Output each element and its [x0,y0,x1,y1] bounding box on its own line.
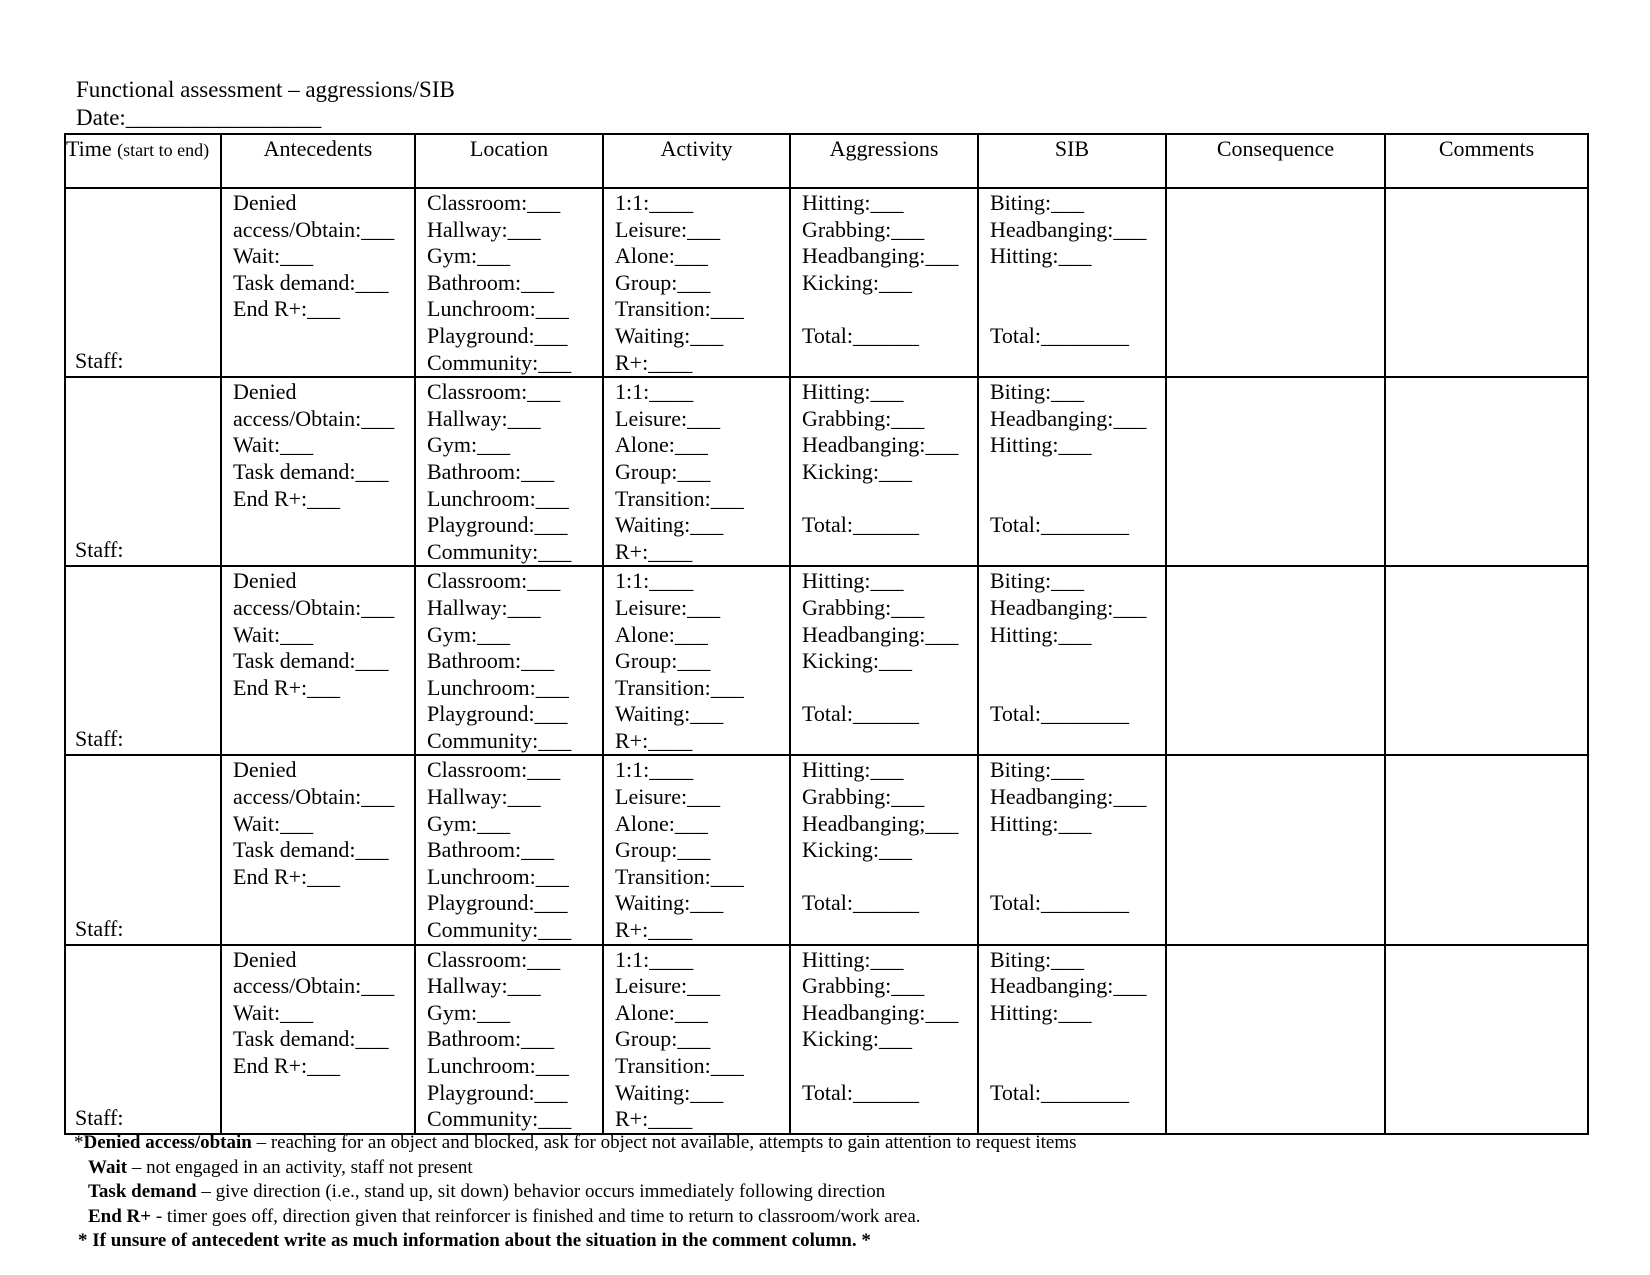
header-antecedents: Antecedents [221,134,415,188]
consequence-text [1167,378,1384,379]
header-activity: Activity [603,134,790,188]
sib-cell[interactable] [978,755,1166,944]
comments-text [1386,946,1587,947]
time-cell[interactable] [65,945,221,1134]
table-row [65,566,1588,755]
sib-cell[interactable] [978,188,1166,377]
aggressions-cell[interactable] [790,377,978,566]
activity-cell[interactable] [603,945,790,1134]
time-cell[interactable] [65,377,221,566]
location-text: Classroom:___ Hallway:___ Gym:___ Bathroom:___ Lunchroom:___ Playground:___ Community:___ [427,757,572,943]
antecedents-text: Denied access/Obtain:___ Wait:___ Task demand:___ End R+:___ [233,379,395,511]
antecedents-text: Denied access/Obtain:___ Wait:___ Task demand:___ End R+:___ [233,757,395,889]
location-cell[interactable] [415,945,603,1134]
activity-text: 1:1:____ Leisure:___ Alone:___ Group:___ Transition:___ Waiting:___ R+:____ [615,946,744,1132]
time-cell[interactable] [65,566,221,755]
aggressions-text: Hitting:___ Grabbing:___ Headbanging:___ Kicking:___ Total:______ [802,946,959,1105]
activity-text: 1:1:____ Leisure:___ Alone:___ Group:___ Transition:___ Waiting:___ R+:____ [615,757,744,943]
table-row [65,755,1588,944]
activity-text: 1:1:____ Leisure:___ Alone:___ Group:___ Transition:___ Waiting:___ R+:____ [615,190,744,375]
location-text: Classroom:___ Hallway:___ Gym:___ Bathroom:___ Lunchroom:___ Playground:___ Community:___ [427,946,572,1132]
comments-text [1386,567,1587,568]
sib-text: Biting:___ Headbanging:___ Hitting:___ Total:________ [990,757,1147,916]
antecedents-cell[interactable] [221,188,415,377]
location-cell[interactable] [415,566,603,755]
table-row [65,377,1588,566]
consequence-cell[interactable] [1166,188,1385,377]
location-text: Classroom:___ Hallway:___ Gym:___ Bathroom:___ Lunchroom:___ Playground:___ Community:___ [427,379,572,564]
header-row [65,134,1588,188]
activity-text: 1:1:____ Leisure:___ Alone:___ Group:___ Transition:___ Waiting:___ R+:____ [615,568,744,753]
note-wait: Wait – not engaged in an activity, staff not present [88,1156,473,1178]
table-row [65,188,1588,377]
consequence-text [1167,946,1384,947]
aggressions-cell[interactable] [790,188,978,377]
comments-cell[interactable] [1385,945,1588,1134]
sib-text: Biting:___ Headbanging:___ Hitting:___ Total:________ [990,946,1147,1105]
header-consequence: Consequence [1166,134,1385,188]
location-cell[interactable] [415,377,603,566]
location-text: Classroom:___ Hallway:___ Gym:___ Bathroom:___ Lunchroom:___ Playground:___ Community:___ [427,568,572,753]
activity-cell[interactable] [603,566,790,755]
consequence-cell[interactable] [1166,755,1385,944]
antecedents-text: Denied access/Obtain:___ Wait:___ Task demand:___ End R+:___ [233,568,395,700]
header-sib: SIB [978,134,1166,188]
activity-cell[interactable] [603,377,790,566]
header-time: Time (start to end) [65,134,221,188]
consequence-text [1167,189,1384,190]
sib-cell[interactable] [978,945,1166,1134]
consequence-cell[interactable] [1166,377,1385,566]
comments-cell[interactable] [1385,566,1588,755]
aggressions-text: Hitting:___ Grabbing:___ Headbanging:___ Kicking:___ Total:______ [802,379,959,538]
comments-text [1386,378,1587,379]
form-title: Functional assessment – aggressions/SIB [76,77,455,102]
consequence-cell[interactable] [1166,945,1385,1134]
staff-label: Staff: [75,915,124,941]
aggressions-text: Hitting:___ Grabbing:___ Headbanging:___ Kicking:___ Total:______ [802,568,959,727]
aggressions-cell[interactable] [790,945,978,1134]
sib-cell[interactable] [978,566,1166,755]
activity-text: 1:1:____ Leisure:___ Alone:___ Group:___ Transition:___ Waiting:___ R+:____ [615,379,744,564]
comments-cell[interactable] [1385,377,1588,566]
sib-text: Biting:___ Headbanging:___ Hitting:___ Total:________ [990,379,1147,538]
header-aggressions: Aggressions [790,134,978,188]
aggressions-text: Hitting:___ Grabbing:___ Headbanging;___ Kicking:___ Total:______ [802,757,959,916]
table-row [65,945,1588,1134]
activity-cell[interactable] [603,755,790,944]
staff-label: Staff: [75,1104,124,1130]
comments-text [1386,189,1587,190]
aggressions-text: Hitting:___ Grabbing:___ Headbanging:___ Kicking:___ Total:______ [802,190,959,348]
time-cell[interactable] [65,755,221,944]
location-cell[interactable] [415,188,603,377]
assessment-table [64,133,1589,1135]
antecedents-text: Denied access/Obtain:___ Wait:___ Task demand:___ End R+:___ [233,190,395,322]
staff-label: Staff: [75,348,124,374]
antecedents-cell[interactable] [221,566,415,755]
sib-text: Biting:___ Headbanging:___ Hitting:___ Total:________ [990,190,1147,348]
activity-cell[interactable] [603,188,790,377]
aggressions-cell[interactable] [790,755,978,944]
sib-text: Biting:___ Headbanging:___ Hitting:___ Total:________ [990,568,1147,727]
antecedents-cell[interactable] [221,945,415,1134]
consequence-cell[interactable] [1166,566,1385,755]
note-unsure: * If unsure of antecedent write as much information about the situation in the comment column. * [78,1230,871,1251]
sib-cell[interactable] [978,377,1166,566]
location-cell[interactable] [415,755,603,944]
comments-cell[interactable] [1385,188,1588,377]
antecedents-text: Denied access/Obtain:___ Wait:___ Task demand:___ End R+:___ [233,946,395,1078]
staff-label: Staff: [75,726,124,752]
consequence-text [1167,567,1384,568]
location-text: Classroom:___ Hallway:___ Gym:___ Bathroom:___ Lunchroom:___ Playground:___ Community:___ [427,190,572,375]
aggressions-cell[interactable] [790,566,978,755]
header-comments: Comments [1385,134,1588,188]
time-cell[interactable] [65,188,221,377]
note-end-r: End R+ - timer goes off, direction given that reinforcer is finished and time to return to classroom/work area. [88,1205,921,1227]
antecedents-cell[interactable] [221,377,415,566]
footnotes [74,1131,1077,1254]
staff-label: Staff: [75,537,124,563]
consequence-text [1167,756,1384,757]
date-field[interactable]: Date:_________________ [76,105,322,130]
note-denied: *Denied access/obtain – reaching for an object and blocked, ask for object not available, attempts to gain attention to request items [74,1132,1077,1153]
header-location: Location [415,134,603,188]
comments-cell[interactable] [1385,755,1588,944]
comments-text [1386,756,1587,757]
antecedents-cell[interactable] [221,755,415,944]
note-task-demand: Task demand – give direction (i.e., stand up, sit down) behavior occurs immediately following direction [88,1181,886,1202]
